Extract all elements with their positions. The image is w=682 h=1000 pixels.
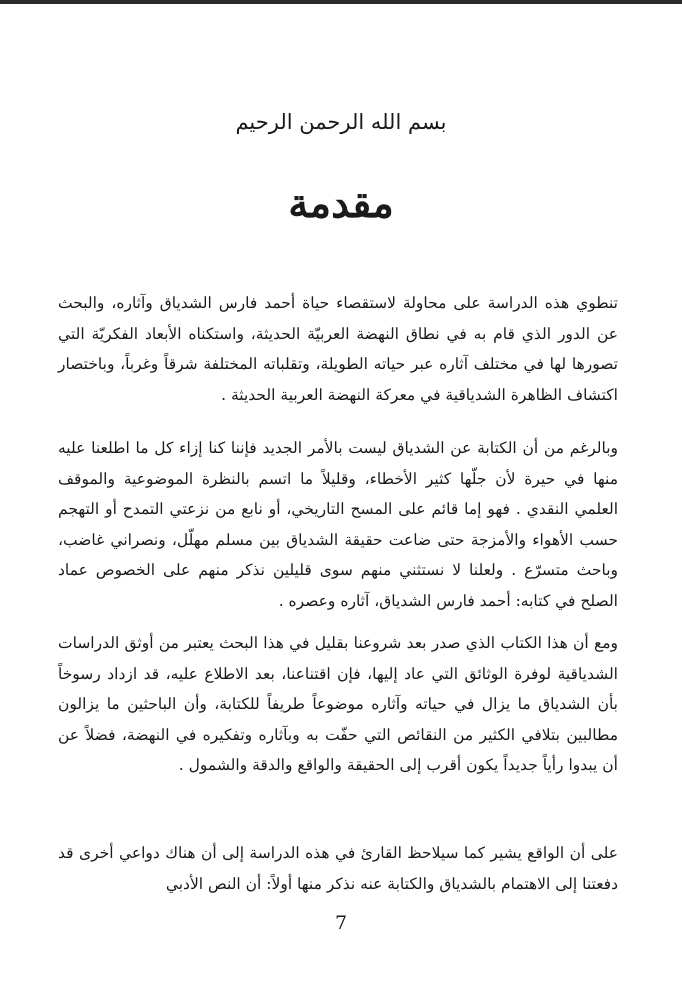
basmala: بسم الله الرحمن الرحيم: [235, 110, 447, 134]
paragraph-1: تنطوي هذه الدراسة على محاولة لاستقصاء حياة أحمد فارس الشدياق وآثاره، والبحث عن الدور الذي قام به في نطاق النهضة العربيّة الحديثة، واستكناه الأبعاد الفكريّة التي تصورها لها في مختلف آثاره عبر حياته الطويلة، وتقلباته المختلفة شرقاً وغرباً، وباختصار اكتشاف الظاهرة الشدياقية في معركة النهضة العربية الحديثة .: [58, 294, 618, 404]
page-title: مقدمة: [288, 180, 394, 227]
paragraph-2: وبالرغم من أن الكتابة عن الشدياق ليست بالأمر الجديد فإننا كنا إزاء كل ما اطلعنا عليه منها في حيرة لأن جلّها كثير الأخطاء، وقليلاً ما اتسم بالنظرة الموضوعية والموقف العلمي النقدي . فهو إما قائم على المسح التاريخي، أو نابع من نزعتي التمدح أو التهجم حسب الأهواء والأمزجة حتى ضاعت حقيقة الشدياق بين مسلم مهلّل، ونصراني غاضب، وباحث متسرّع . ولعلنا لا نستثني منهم سوى قليلين نذكر منهم على الخصوص عماد الصلح في كتابه: أحمد فارس الشدياق، آثاره وعصره .: [58, 439, 618, 610]
paragraph-4: على أن الواقع يشير كما سيلاحظ القارئ في هذه الدراسة إلى أن هناك دواعي أخرى قد دفعتنا إلى الاهتمام بالشدياق والكتابة عنه نذكر منها أولاً: أن النص الأدبي: [58, 844, 618, 893]
page-number: 7: [334, 912, 348, 934]
paragraph-3: ومع أن هذا الكتاب الذي صدر بعد شروعنا بقليل في هذا البحث يعتبر من أوثق الدراسات الشدياقية لوفرة الوثائق التي عاد إليها، فإن اقتناعنا، بعد الاطلاع عليه، قد ازداد رسوخاً بأن الشدياق ما يزال في حياته وآثاره موضوعاً طريفاً للكتابة، وأن الباحثين ما يزالون مطالبين بتلافي الكثير من النقائص التي حفّت به وبآثاره وتفكيره في النهضة، فضلاً عن أن يبدوا رأياً جديداً يكون أقرب إلى الحقيقة والواقع والدقة والشمول .: [58, 634, 618, 774]
